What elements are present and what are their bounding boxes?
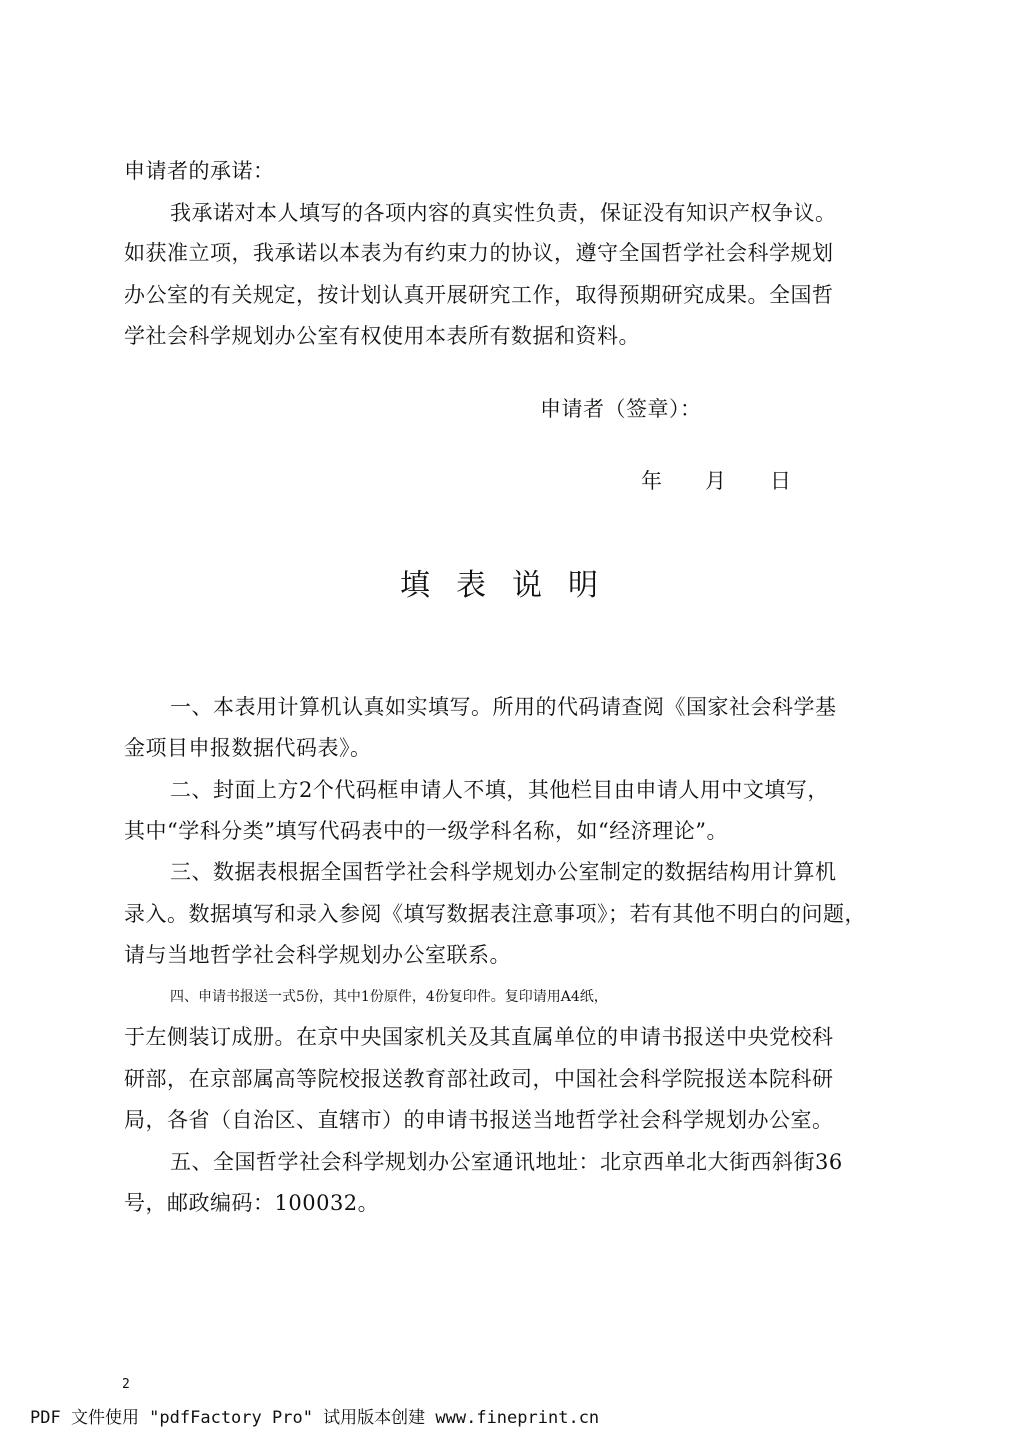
instruction-line-1: 一、本表用计算机认真如实填写。所用的代码请查阅《国家社会科学基 (170, 695, 837, 719)
pledge-line-4: 学社会科学规划办公室有权使用本表所有数据和资料。 (124, 324, 640, 348)
signature-label: 申请者（签章）： (540, 397, 702, 421)
instruction-line-11: 局，各省（自治区、直辖市）的申请书报送当地哲学社会科学规划办公室。 (124, 1108, 834, 1132)
pledge-heading: 申请者的承诺： (124, 159, 275, 183)
instruction-line-9: 于左侧装订成册。在京中央国家机关及其直属单位的申请书报送中央党校科 (124, 1025, 834, 1049)
instruction-line-13: 号，邮政编码：100032。 (124, 1191, 380, 1215)
instruction-line-2: 金项目申报数据代码表》。 (124, 736, 372, 760)
instruction-line-7: 请与当地哲学社会科学规划办公室联系。 (124, 943, 511, 967)
instruction-line-12: 五、全国哲学社会科学规划办公室通讯地址：北京西单北大街西斜街36 (170, 1150, 843, 1174)
pledge-line-3: 办公室的有关规定，按计划认真开展研究工作，取得预期研究成果。全国哲 (124, 283, 834, 307)
instructions-title: 填表说明 (400, 568, 624, 603)
pledge-line-1: 我承诺对本人填写的各项内容的真实性负责，保证没有知识产权争议。 (170, 201, 837, 225)
instruction-line-3: 二、封面上方2个代码框申请人不填，其他栏目由申请人用中文填写， (170, 778, 829, 802)
date-month: 月 (705, 469, 726, 493)
pledge-line-2: 如获准立项，我承诺以本表为有约束力的协议，遵守全国哲学社会科学规划 (124, 241, 834, 265)
instruction-line-10: 研部，在京部属高等院校报送教育部社政司，中国社会科学院报送本院科研 (124, 1067, 834, 1091)
page-number: 2 (122, 1377, 130, 1392)
instruction-line-6: 录入。数据填写和录入参阅《填写数据表注意事项》；若有其他不明白的问题， (124, 902, 866, 926)
date-year: 年 (641, 469, 662, 493)
instruction-line-8: 四、申请书报送一式5份，其中1份原件，4份复印件。复印请用A4纸， (170, 989, 608, 1005)
date-day: 日 (770, 469, 791, 493)
instruction-line-4: 其中“学科分类”填写代码表中的一级学科名称，如“经济理论”。 (124, 819, 728, 843)
pdf-footer-watermark: PDF 文件使用 "pdfFactory Pro" 试用版本创建 www.fineprint.cn (30, 1408, 600, 1428)
instruction-line-5: 三、数据表根据全国哲学社会科学规划办公室制定的数据结构用计算机 (170, 860, 837, 884)
